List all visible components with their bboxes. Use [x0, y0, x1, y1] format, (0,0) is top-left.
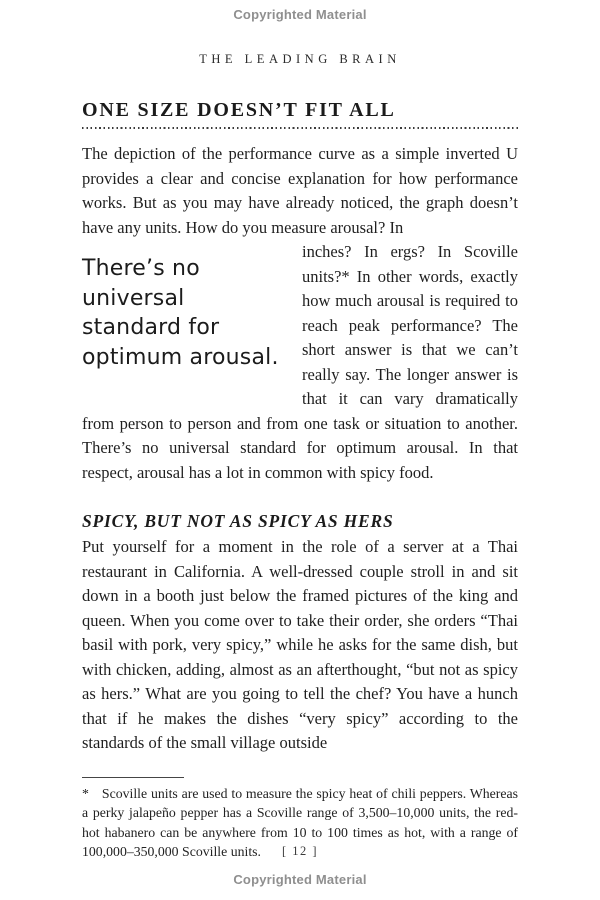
- paragraph-spicy: Put yourself for a moment in the role of a server at a Thai restaurant in California. A well-dressed couple stroll in and sit down in a booth just below the framed pictures of the king and queen. When you come over to take their order, she orders “Thai basil with pork, very spicy,” while he asks for the same dish, but with chicken, adding, almost as an afterthought, “but not as spicy as hers.” What are you going to tell the chef? You have a hunch that if he makes the dishes “very spicy” according to the standards of the small village outside: [82, 537, 518, 752]
- footnote-rule: [82, 777, 184, 778]
- pull-quote: There’s no universal standard for optimum arousal.: [82, 256, 279, 370]
- copyright-notice-top: Copyrighted Material: [233, 7, 367, 22]
- section-heading: ONE SIZE DOESN’T FIT ALL: [82, 99, 396, 121]
- dotted-rule: [82, 127, 518, 129]
- running-head: THE LEADING BRAIN: [199, 52, 401, 66]
- page-number: [ 12 ]: [281, 844, 319, 858]
- footnote-marker: *: [82, 785, 89, 801]
- pullquote-wrap-section: [82, 240, 518, 485]
- paragraph-continued: inches? In ergs? In Scoville units?* In other words, exactly how much arousal is required to reach peak performance? The short answer is that we can’t really say. The longer answer is that it can vary dramatically from person to person and from one task or situation to another. There’s no universal standard for optimum arousal. In that respect, arousal has a lot in common with spicy food.: [82, 242, 518, 482]
- copyright-notice-bottom: Copyrighted Material: [233, 872, 367, 887]
- page-content: [0, 99, 600, 862]
- subsection-heading: SPICY, BUT NOT AS SPICY AS HERS: [82, 511, 394, 531]
- paragraph-opening: The depiction of the performance curve as a simple inverted U provides a clear and concise explanation for how performance works. But as you may have already noticed, the graph doesn’t have any units. How do you measure arousal? In: [82, 144, 518, 237]
- footnote-text: Scoville units are used to measure the spicy heat of chili peppers. Whereas a perky jalapeño pepper has a Scoville range of 3,500–10,000 units, the red-hot habanero can be anywhere from 10 to 100 times as hot, with a range of 100,000–350,000 Scoville units.: [82, 785, 518, 859]
